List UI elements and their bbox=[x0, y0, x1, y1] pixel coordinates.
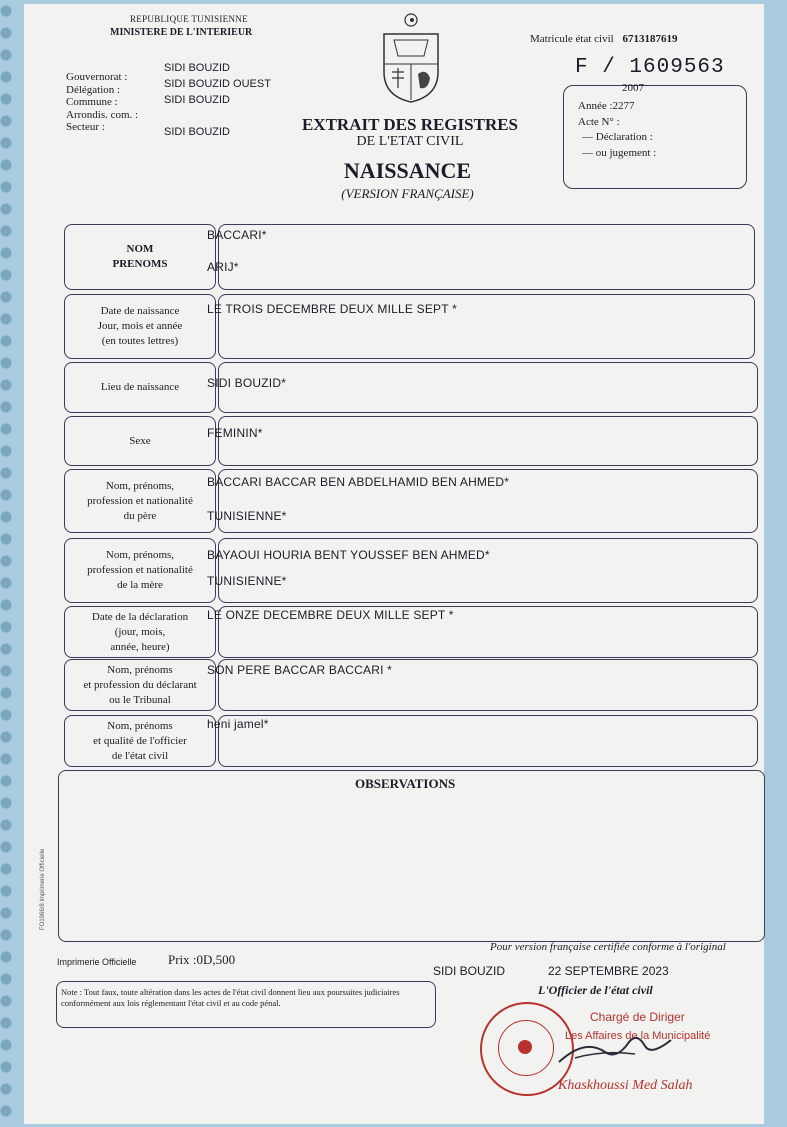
stamp-line1: Chargé de Diriger bbox=[590, 1010, 685, 1024]
price-label: Prix :0D,500 bbox=[168, 952, 236, 967]
version-label: (VERSION FRANÇAISE) bbox=[341, 186, 474, 201]
field-value-box bbox=[218, 224, 755, 290]
register-number: F / 1609563 bbox=[575, 56, 725, 79]
annee-label: Année : bbox=[578, 100, 613, 112]
signature-icon bbox=[555, 1028, 675, 1068]
date-label: 22 SEPTEMBRE 2023 bbox=[548, 964, 669, 978]
title-line1: EXTRAIT DES REGISTRES bbox=[301, 115, 519, 134]
field-value-box bbox=[218, 362, 758, 413]
field-label: Nom, prénoms, profession et nationalité du père bbox=[64, 469, 216, 533]
signatory-name: Khaskhoussi Med Salah bbox=[558, 1078, 693, 1093]
matricule-label: Matricule état civil bbox=[530, 33, 614, 45]
field-value: SON PERE BACCAR BACCARI * bbox=[207, 663, 393, 677]
field-value: LE ONZE DECEMBRE DEUX MILLE SEPT * bbox=[207, 608, 454, 622]
admin-label: Secteur : bbox=[66, 121, 105, 133]
legal-note: Note : Tout faux, toute altération dans les actes de l'état civil donnent lieu aux poursuites judiciaires conformément aux lois réglementant l'état civil et au code pénal. bbox=[61, 987, 400, 1008]
field-value: TUNISIENNE* bbox=[207, 574, 287, 588]
legal-note-box bbox=[56, 981, 436, 1028]
admin-label: Gouvernorat : bbox=[66, 71, 128, 83]
coat-of-arms-icon bbox=[380, 12, 442, 104]
annee-value: 2277 bbox=[612, 100, 635, 112]
field-value: FEMININ* bbox=[207, 426, 263, 440]
field-value-box bbox=[218, 715, 758, 767]
field-label: Nom, prénoms, profession et nationalité de la mère bbox=[64, 538, 216, 603]
print-ref-note: FO1966/8 Imprimerie Officielle bbox=[40, 848, 46, 930]
field-label: Nom, prénoms et qualité de l'officier de l'état civil bbox=[64, 715, 216, 767]
field-value: LE TROIS DECEMBRE DEUX MILLE SEPT * bbox=[207, 302, 457, 316]
field-value-box bbox=[218, 416, 758, 466]
acte-box bbox=[563, 82, 747, 189]
acte-label: Acte N° : bbox=[578, 116, 620, 128]
printer-label: Imprimerie Officielle bbox=[57, 957, 137, 967]
field-label: Lieu de naissance bbox=[64, 362, 216, 413]
admin-value: SIDI BOUZID bbox=[164, 94, 231, 106]
field-value: heni jamel* bbox=[207, 717, 269, 731]
field-label: Date de la déclaration (jour, mois, année, heure) bbox=[64, 606, 216, 658]
stamp-line2: Les Affaires de la Municipalité bbox=[565, 1030, 711, 1042]
ministry-label: MINISTERE DE L'INTERIEUR bbox=[110, 27, 253, 38]
officer-title: L'Officier de l'état civil bbox=[538, 983, 653, 997]
matricule-value: 6713187619 bbox=[622, 33, 678, 45]
acte-year: 2007 bbox=[622, 82, 644, 94]
matricule bbox=[530, 33, 677, 45]
admin-label: Délégation : bbox=[66, 83, 121, 96]
field-label: Sexe bbox=[64, 416, 216, 466]
field-value: BACCARI* bbox=[207, 228, 267, 242]
observations-box bbox=[58, 770, 765, 942]
field-label: Nom, prénoms et profession du déclarant ou le Tribunal bbox=[64, 659, 216, 711]
certified-text: Pour version française certifiée conforme à l'original bbox=[490, 941, 726, 953]
annee-row bbox=[578, 100, 635, 112]
admin-labels bbox=[66, 71, 138, 134]
field-value: SIDI BOUZID* bbox=[207, 376, 287, 390]
jugement-label: — ou jugement : bbox=[582, 147, 657, 159]
field-value: ARIJ* bbox=[207, 260, 239, 274]
field-value: BACCARI BACCAR BEN ABDELHAMID BEN AHMED* bbox=[207, 475, 510, 489]
field-label: NOM PRENOMS bbox=[64, 224, 216, 290]
field-value: TUNISIENNE* bbox=[207, 509, 287, 523]
admin-value: SIDI BOUZID OUEST bbox=[164, 78, 271, 90]
field-label: Date de naissance Jour, mois et année (en toutes lettres) bbox=[64, 294, 216, 359]
title-line2: DE L'ETAT CIVIL bbox=[356, 134, 464, 149]
admin-label: Arrondis. com. : bbox=[66, 108, 139, 121]
document-type: NAISSANCE bbox=[343, 158, 472, 183]
admin-label: Commune : bbox=[66, 96, 118, 108]
admin-value: SIDI BOUZID bbox=[164, 62, 231, 74]
place-label: SIDI BOUZID bbox=[433, 964, 506, 978]
observations-title: OBSERVATIONS bbox=[355, 776, 456, 791]
declaration-label: — Déclaration : bbox=[582, 131, 653, 143]
republic-label: REPUBLIQUE TUNISIENNE bbox=[130, 14, 248, 24]
field-value: BAYAOUI HOURIA BENT YOUSSEF BEN AHMED* bbox=[207, 548, 490, 562]
admin-value: SIDI BOUZID bbox=[164, 126, 231, 138]
